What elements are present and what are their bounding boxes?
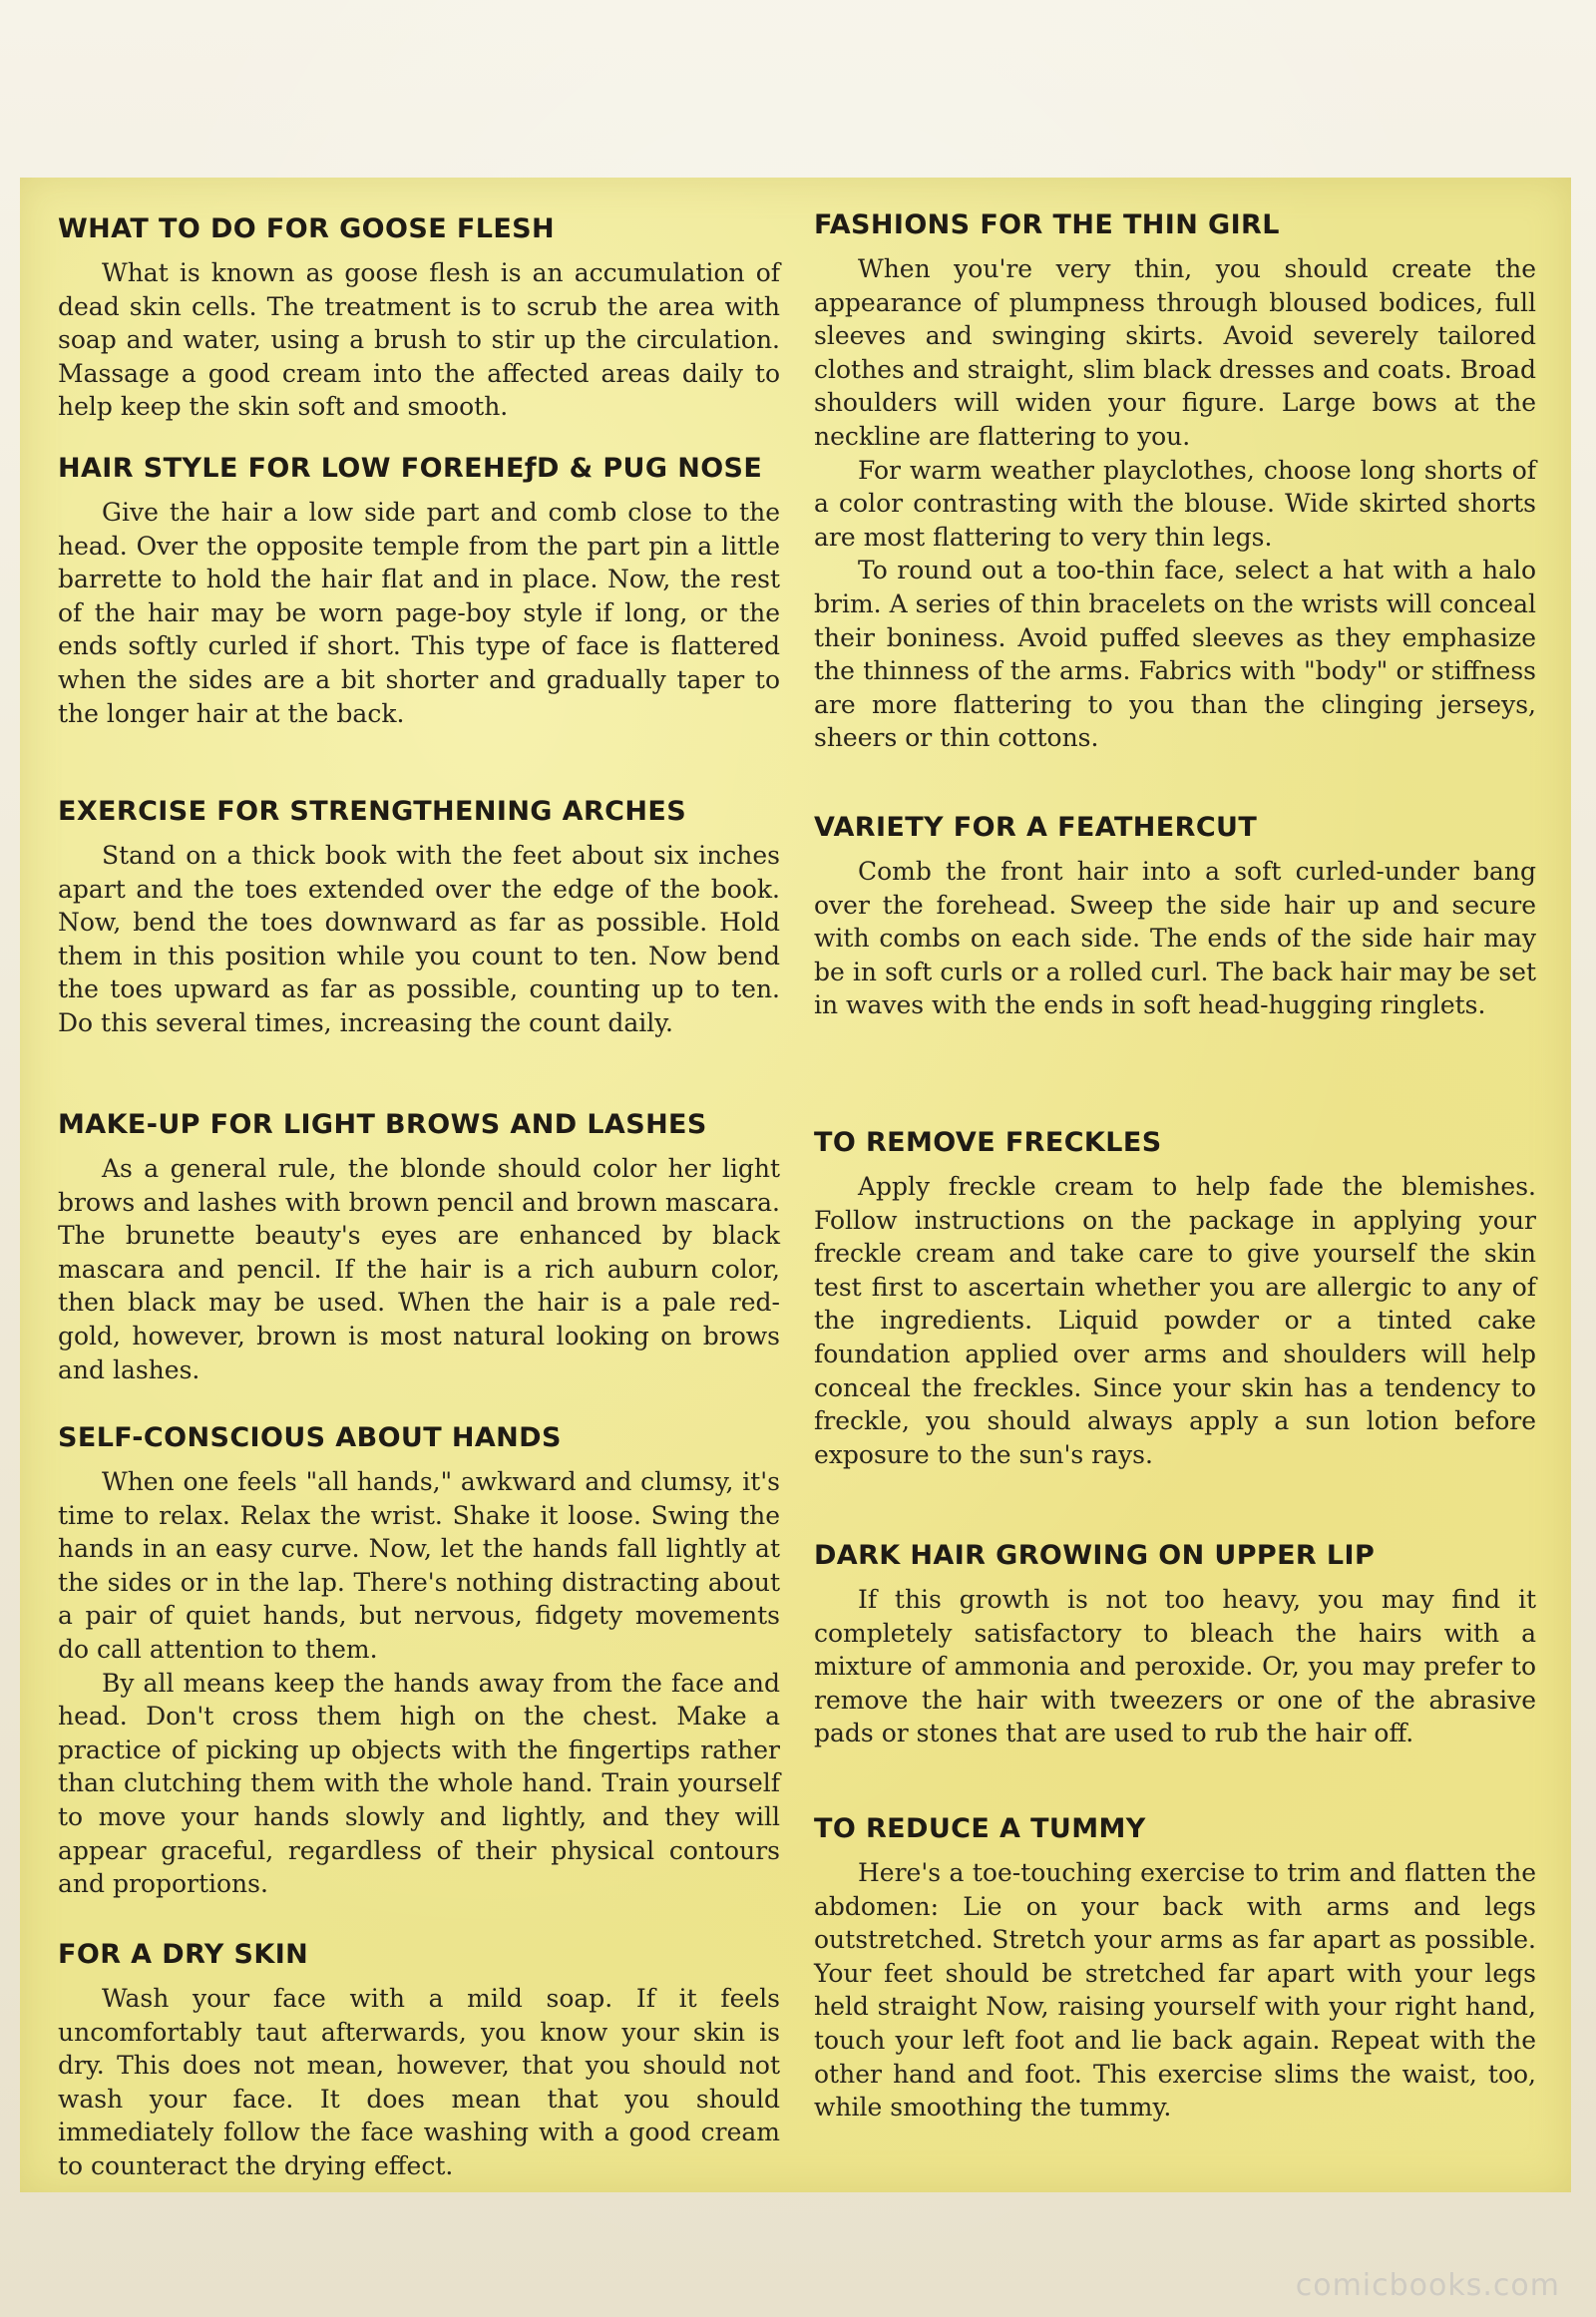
section-upper-lip [814, 1540, 1536, 1750]
section-paragraph: Apply freckle cream to help fade the blemishes. Follow instructions on the package in applying your freckle cream and take care to give yourself the skin test first to ascertain whether you are allergic to any of the ingredients. Liquid powder or a tinted cake foundation applied over arms and shoulders will help conceal the freckles. Since your skin has a tendency to freckle, you should always apply a sun lotion before exposure to the sun's rays. [814, 1172, 1536, 1469]
section-paragraph: Comb the front hair into a soft curled-under bang over the forehead. Sweep the side hair up and secure with combs on each side. The ends of the side hair may be in soft curls or a rolled curl. The back hair may be set in waves with the ends in soft head-hugging ringlets. [814, 857, 1536, 1020]
section-tummy [814, 1813, 1536, 2124]
section-paragraph: To round out a too-thin face, select a hat with a halo brim. A series of thin bracelets on the wrists will conceal their boniness. Avoid puffed sleeves as they emphasize the thinness of the arms. Fabrics with "body" or stiffness are more flattering to you than the clinging jerseys, sheers or thin cottons. [814, 556, 1536, 753]
section-paragraph: What is known as goose flesh is an accumulation of dead skin cells. The treatment is to scrub the area with soap and water, using a brush to stir up the circulation. Massage a good cream into the affected areas daily to help keep the skin soft and smooth. [58, 258, 780, 422]
section-feathercut [814, 812, 1536, 1022]
section-paragraph: When you're very thin, you should create the appearance of plumpness through bloused bodices, full sleeves and swinging skirts. Avoid severely tailored clothes and straight, slim black dresses and coats. Broad shoulders will widen your figure. Large bows at the neckline are flattering to you. [814, 254, 1536, 451]
section-brows [58, 1109, 780, 1386]
section-heading: DARK HAIR GROWING ON UPPER LIP [814, 1540, 1376, 1571]
section-heading: WHAT TO DO FOR GOOSE FLESH [58, 213, 556, 244]
section-heading: EXERCISE FOR STRENGTHENING ARCHES [58, 796, 687, 827]
section-heading: HAIR STYLE FOR LOW FOREHEƒD & PUG NOSE [58, 453, 763, 484]
section-paragraph: As a general rule, the blonde should color her light brows and lashes with brown pencil and brown mascara. The brunette beauty's eyes are enhanced by black mascara and pencil. If the hair is a rich auburn color, then black may be used. When the hair is a pale red-gold, however, brown is most natural looking on brows and lashes. [58, 1154, 780, 1384]
section-heading: MAKE-UP FOR LIGHT BROWS AND LASHES [58, 1109, 707, 1140]
section-heading: VARIETY FOR A FEATHERCUT [814, 812, 1258, 843]
section-paragraph: By all means keep the hands away from the face and head. Don't cross them high on the chest. Make a practice of picking up objects with the fingertips rather than clutching them with the whole hand. Train yourself to move your hands slowly and lightly, and they will appear graceful, regardless of their physical contours and proportions. [58, 1668, 780, 1899]
section-heading: SELF-CONSCIOUS ABOUT HANDS [58, 1422, 562, 1453]
section-arches [58, 796, 780, 1040]
section-dry-skin [58, 1939, 780, 2183]
section-paragraph: When one feels "all hands," awkward and clumsy, it's time to relax. Relax the wrist. Shake it loose. Swing the hands in an easy curve. Now, let the hands fall lightly at the sides or in the lap. There's nothing distracting about a pair of quiet hands, but nervous, fidgety movements do call attention to them. [58, 1467, 780, 1664]
section-paragraph: If this growth is not too heavy, you may find it completely satisfactory to bleach the hairs with a mixture of ammonia and peroxide. Or, you may prefer to remove the hair with tweezers or one of the abrasive pads or stones that are used to rub the hair off. [814, 1585, 1536, 1748]
section-hands [58, 1422, 780, 1901]
section-paragraph: For warm weather playclothes, choose long shorts of a color contrasting with the blouse. Wide skirted shorts are most flattering to very thin legs. [814, 455, 1536, 552]
section-freckles [814, 1127, 1536, 1471]
content-panel [20, 178, 1571, 2192]
site-watermark: comicbooks.com [1295, 2268, 1560, 2303]
section-heading: TO REDUCE A TUMMY [814, 1813, 1146, 1844]
section-heading: FOR A DRY SKIN [58, 1939, 309, 1970]
section-hair-style [58, 453, 780, 730]
section-heading: FASHIONS FOR THE THIN GIRL [814, 209, 1280, 240]
section-thin-girl [814, 209, 1536, 755]
section-heading: TO REMOVE FRECKLES [814, 1127, 1162, 1158]
section-paragraph: Here's a toe-touching exercise to trim and flatten the abdomen: Lie on your back with arms and legs outstretched. Stretch your arms as far apart as possible. Your feet should be stretched far apart with your legs held straight Now, raising yourself with your right hand, touch your left foot and lie back again. Repeat with the other hand and foot. This exercise slims the waist, too, while smoothing the tummy. [814, 1858, 1536, 2123]
section-paragraph: Wash your face with a mild soap. If it feels uncomfortably taut afterwards, you know your skin is dry. This does not mean, however, that you should not wash your face. It does mean that you should immediately follow the face washing with a good cream to counteract the drying effect. [58, 1984, 780, 2180]
section-paragraph: Stand on a thick book with the feet about six inches apart and the toes extended over the edge of the book. Now, bend the toes downward as far as possible. Hold them in this position while you count to ten. Now bend the toes upward as far as possible, counting up to ten. Do this several times, increasing the count daily. [58, 841, 780, 1037]
section-goose-flesh [58, 213, 780, 424]
section-paragraph: Give the hair a low side part and comb close to the head. Over the opposite temple from the part pin a little barrette to hold the hair flat and in place. Now, the rest of the hair may be worn page-boy style if long, or the ends softly curled if short. This type of face is flattered when the sides are a bit shorter and gradually taper to the longer hair at the back. [58, 498, 780, 728]
